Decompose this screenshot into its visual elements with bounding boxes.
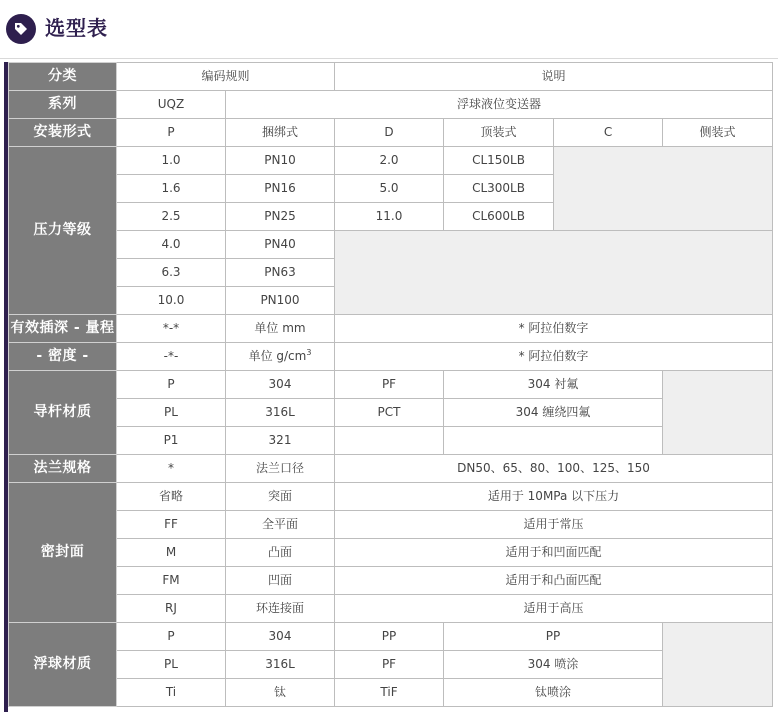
tag-icon <box>6 14 36 44</box>
table-cell: PN25 <box>226 203 335 231</box>
table-row <box>9 455 773 483</box>
row-label-insertion-depth: 有效插深 - 量程 <box>9 315 117 343</box>
table-cell: D <box>335 119 444 147</box>
table-row <box>9 399 773 427</box>
table-cell: DN50、65、80、100、125、150 <box>335 455 773 483</box>
table-cell: FF <box>117 511 226 539</box>
table-cell: 6.3 <box>117 259 226 287</box>
selection-table <box>8 62 773 707</box>
table-row <box>9 427 773 455</box>
row-label-category: 分类 <box>9 63 117 91</box>
row-label-float-material: 浮球材质 <box>9 623 117 707</box>
table-cell: 环连接面 <box>226 595 335 623</box>
table-cell: 适用于和凸面匹配 <box>335 567 773 595</box>
table-cell: 304 <box>226 623 335 651</box>
table-cell: 10.0 <box>117 287 226 315</box>
table-cell: RJ <box>117 595 226 623</box>
table-row <box>9 595 773 623</box>
table-cell: 适用于常压 <box>335 511 773 539</box>
table-cell: 省略 <box>117 483 226 511</box>
table-cell: CL150LB <box>444 147 554 175</box>
empty-cell <box>444 427 663 455</box>
table-cell: 321 <box>226 427 335 455</box>
table-cell: 突面 <box>226 483 335 511</box>
table-row <box>9 483 773 511</box>
empty-cell <box>554 147 773 231</box>
density-unit: 单位 g/cm <box>248 349 307 363</box>
table-cell: 11.0 <box>335 203 444 231</box>
empty-cell <box>335 427 444 455</box>
table-cell: 钛 <box>226 679 335 707</box>
table-row <box>9 511 773 539</box>
empty-cell <box>663 623 773 707</box>
table-cell: 304 <box>226 371 335 399</box>
table-cell: 全平面 <box>226 511 335 539</box>
table-cell: * 阿拉伯数字 <box>335 343 773 371</box>
table-cell: FM <box>117 567 226 595</box>
table-cell: PP <box>335 623 444 651</box>
table-row <box>9 651 773 679</box>
table-row <box>9 679 773 707</box>
table-cell: 适用于和凹面匹配 <box>335 539 773 567</box>
table-cell: 316L <box>226 399 335 427</box>
table-cell: 304 衬氟 <box>444 371 663 399</box>
page-header <box>0 0 778 60</box>
table-cell: 凹面 <box>226 567 335 595</box>
table-cell: PCT <box>335 399 444 427</box>
row-label-mounting: 安装形式 <box>9 119 117 147</box>
table-cell: PP <box>444 623 663 651</box>
table-cell: 2.5 <box>117 203 226 231</box>
table-cell: 1.0 <box>117 147 226 175</box>
table-cell: 304 喷涂 <box>444 651 663 679</box>
table-cell: 浮球液位变送器 <box>226 91 773 119</box>
table-cell: PF <box>335 371 444 399</box>
table-cell: 适用于 10MPa 以下压力 <box>335 483 773 511</box>
table-row <box>9 119 773 147</box>
table-cell: 法兰口径 <box>226 455 335 483</box>
table-cell: M <box>117 539 226 567</box>
table-cell: PN40 <box>226 231 335 259</box>
table-cell: PN10 <box>226 147 335 175</box>
row-label-density: - 密度 - <box>9 343 117 371</box>
table-cell: P <box>117 371 226 399</box>
row-label-series: 系列 <box>9 91 117 119</box>
table-cell: PL <box>117 399 226 427</box>
table-cell: 钛喷涂 <box>444 679 663 707</box>
description-header: 说明 <box>335 63 773 91</box>
row-label-seal-face: 密封面 <box>9 483 117 623</box>
row-label-rod-material: 导杆材质 <box>9 371 117 455</box>
table-cell: UQZ <box>117 91 226 119</box>
table-row <box>9 567 773 595</box>
table-cell: * <box>117 455 226 483</box>
table-cell: 捆绑式 <box>226 119 335 147</box>
density-unit-exponent: 3 <box>306 348 312 357</box>
table-cell: CL300LB <box>444 175 554 203</box>
row-label-flange: 法兰规格 <box>9 455 117 483</box>
table-cell: 顶装式 <box>444 119 554 147</box>
empty-cell <box>335 231 773 315</box>
table-cell: PN63 <box>226 259 335 287</box>
density-unit-cell <box>226 343 335 371</box>
table-cell: 2.0 <box>335 147 444 175</box>
table-cell: PL <box>117 651 226 679</box>
table-cell: 1.6 <box>117 175 226 203</box>
table-cell: PF <box>335 651 444 679</box>
table-cell: P <box>117 623 226 651</box>
table-cell: 304 缠绕四氟 <box>444 399 663 427</box>
table-cell: Ti <box>117 679 226 707</box>
table-cell: * 阿拉伯数字 <box>335 315 773 343</box>
table-cell: *-* <box>117 315 226 343</box>
table-cell: P <box>117 119 226 147</box>
header-divider <box>0 58 778 59</box>
table-cell: 4.0 <box>117 231 226 259</box>
table-row <box>9 231 773 259</box>
table-cell: 5.0 <box>335 175 444 203</box>
table-cell: CL600LB <box>444 203 554 231</box>
table-cell: TiF <box>335 679 444 707</box>
table-row <box>9 147 773 175</box>
table-row <box>9 623 773 651</box>
table-cell: C <box>554 119 663 147</box>
table-cell: 凸面 <box>226 539 335 567</box>
table-cell: -*- <box>117 343 226 371</box>
table-cell: PN16 <box>226 175 335 203</box>
table-row <box>9 315 773 343</box>
table-cell: P1 <box>117 427 226 455</box>
table-row <box>9 63 773 91</box>
table-cell: 单位 mm <box>226 315 335 343</box>
table-row <box>9 343 773 371</box>
table-cell: 侧装式 <box>663 119 773 147</box>
table-cell: PN100 <box>226 287 335 315</box>
coding-rule-header: 编码规则 <box>117 63 335 91</box>
table-row <box>9 91 773 119</box>
table-row <box>9 371 773 399</box>
page-title: 选型表 <box>45 16 108 40</box>
table-row <box>9 539 773 567</box>
empty-cell <box>663 371 773 455</box>
row-label-pressure: 压力等级 <box>9 147 117 315</box>
table-cell: 适用于高压 <box>335 595 773 623</box>
table-cell: 316L <box>226 651 335 679</box>
